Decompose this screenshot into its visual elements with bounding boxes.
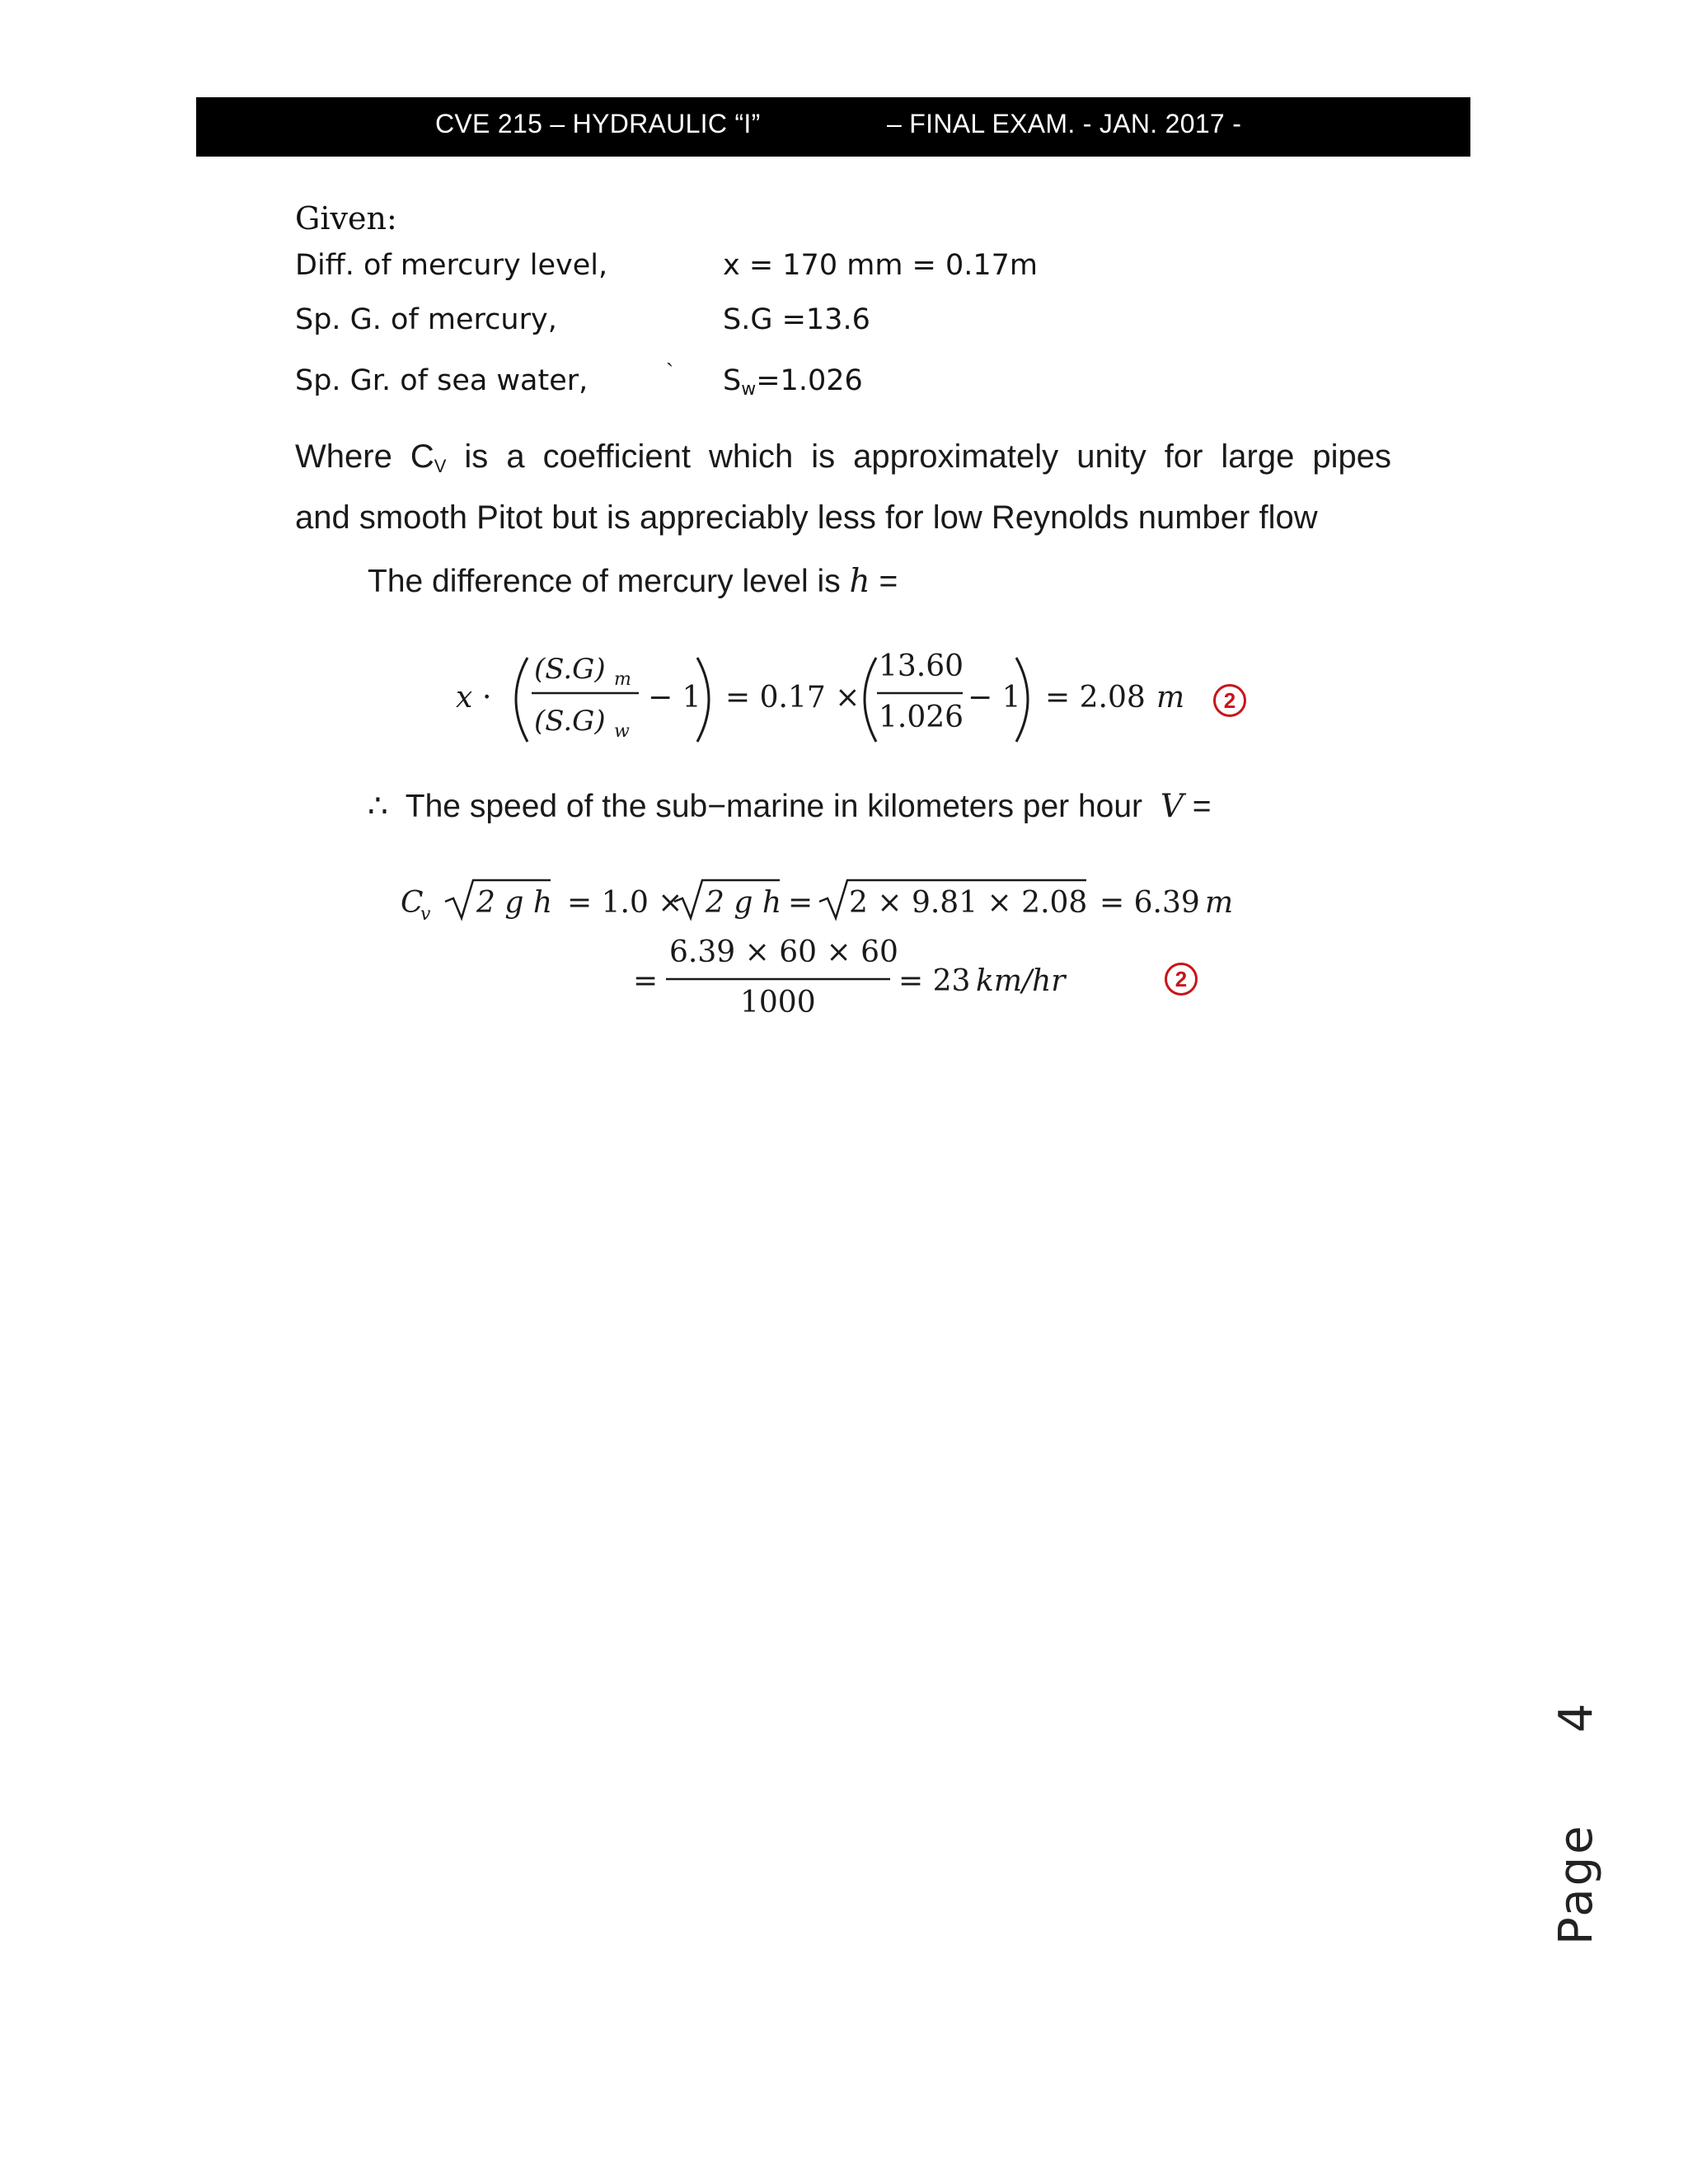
given-value: $S_w=1.026$ [723,364,863,400]
eq1-result: = 2.08 [1045,681,1146,715]
course-title: CVE 215 – HYDRAULIC “I” [435,109,761,138]
eq2-result: = 6.39 [1100,886,1200,920]
eq3-unit: km/hr [976,964,1066,998]
given-label: Sp. G. of mercury, [295,303,557,336]
eq1-minus-one: − 1 [648,681,701,715]
given-label: Sp. Gr. of sea water, [295,364,588,397]
eq2-cv: C [401,886,424,920]
eq2-radicand-1: 2 g h [476,886,553,920]
equation-mercury-difference [456,649,1184,742]
eq2-equals-factor: = 1.0 × [567,886,683,920]
exam-title: – FINAL EXAM. - JAN. 2017 - [887,109,1242,138]
equations-svg [0,0,1688,1071]
page-number-label: Page4 [1550,1700,1603,1945]
paragraph-line-2: and smooth Pitot but is appreciably less for low Reynolds number flow [295,499,1318,536]
eq1-x: x [456,681,473,715]
stray-tick-mark: ` [666,359,674,385]
eq1-den-sub: w [614,721,630,742]
eq1-numerator: (S.G) [534,653,606,686]
eq2-radicand-2: 2 g h [706,886,782,920]
eq3-numerator: 6.39 × 60 × 60 [669,935,898,969]
eq1-left-paren-2 [865,658,876,742]
eq1-left-paren [516,658,528,742]
eq2-equals: = [788,886,814,920]
statement-speed: ∴ The speed of the sub−marine in kilometers per hour V = [368,788,1212,825]
eq1-num-sub: m [614,669,631,690]
eq3-result: = 23 [898,964,971,998]
eq1-unit: m [1156,681,1185,715]
grade-mark-1: 2 [1213,684,1246,717]
equation-speed [401,880,1233,925]
equation-conversion [633,935,1067,1019]
eq1-denominator-2: 1.026 [879,701,964,734]
statement-difference: The difference of mercury level is h = [368,563,898,600]
eq3-denominator: 1000 [740,986,816,1019]
eq1-denominator: (S.G) [534,705,606,738]
eq2-unit: m [1205,886,1234,920]
eq3-equals: = [633,964,659,998]
paragraph-line-1: Where $C_V$ is a coefficient which is approximately unity for large pipes [295,438,1391,476]
grade-mark-2: 2 [1165,963,1198,996]
given-label: Diff. of mercury level, [295,249,608,282]
eq1-numerator-2: 13.60 [879,649,964,683]
eq2-cv-sub: v [420,904,431,925]
given-value: S.G =13.6 [723,303,870,336]
eq1-minus-one-2: − 1 [968,681,1021,715]
eq1-dot: · [482,681,492,715]
given-value: x = 170 mm = 0.17m [723,249,1039,282]
eq1-equals-factor: = 0.17 × [725,681,860,715]
eq2-radicand-3: 2 × 9.81 × 2.08 [849,886,1088,920]
given-heading: Given: [295,200,397,237]
